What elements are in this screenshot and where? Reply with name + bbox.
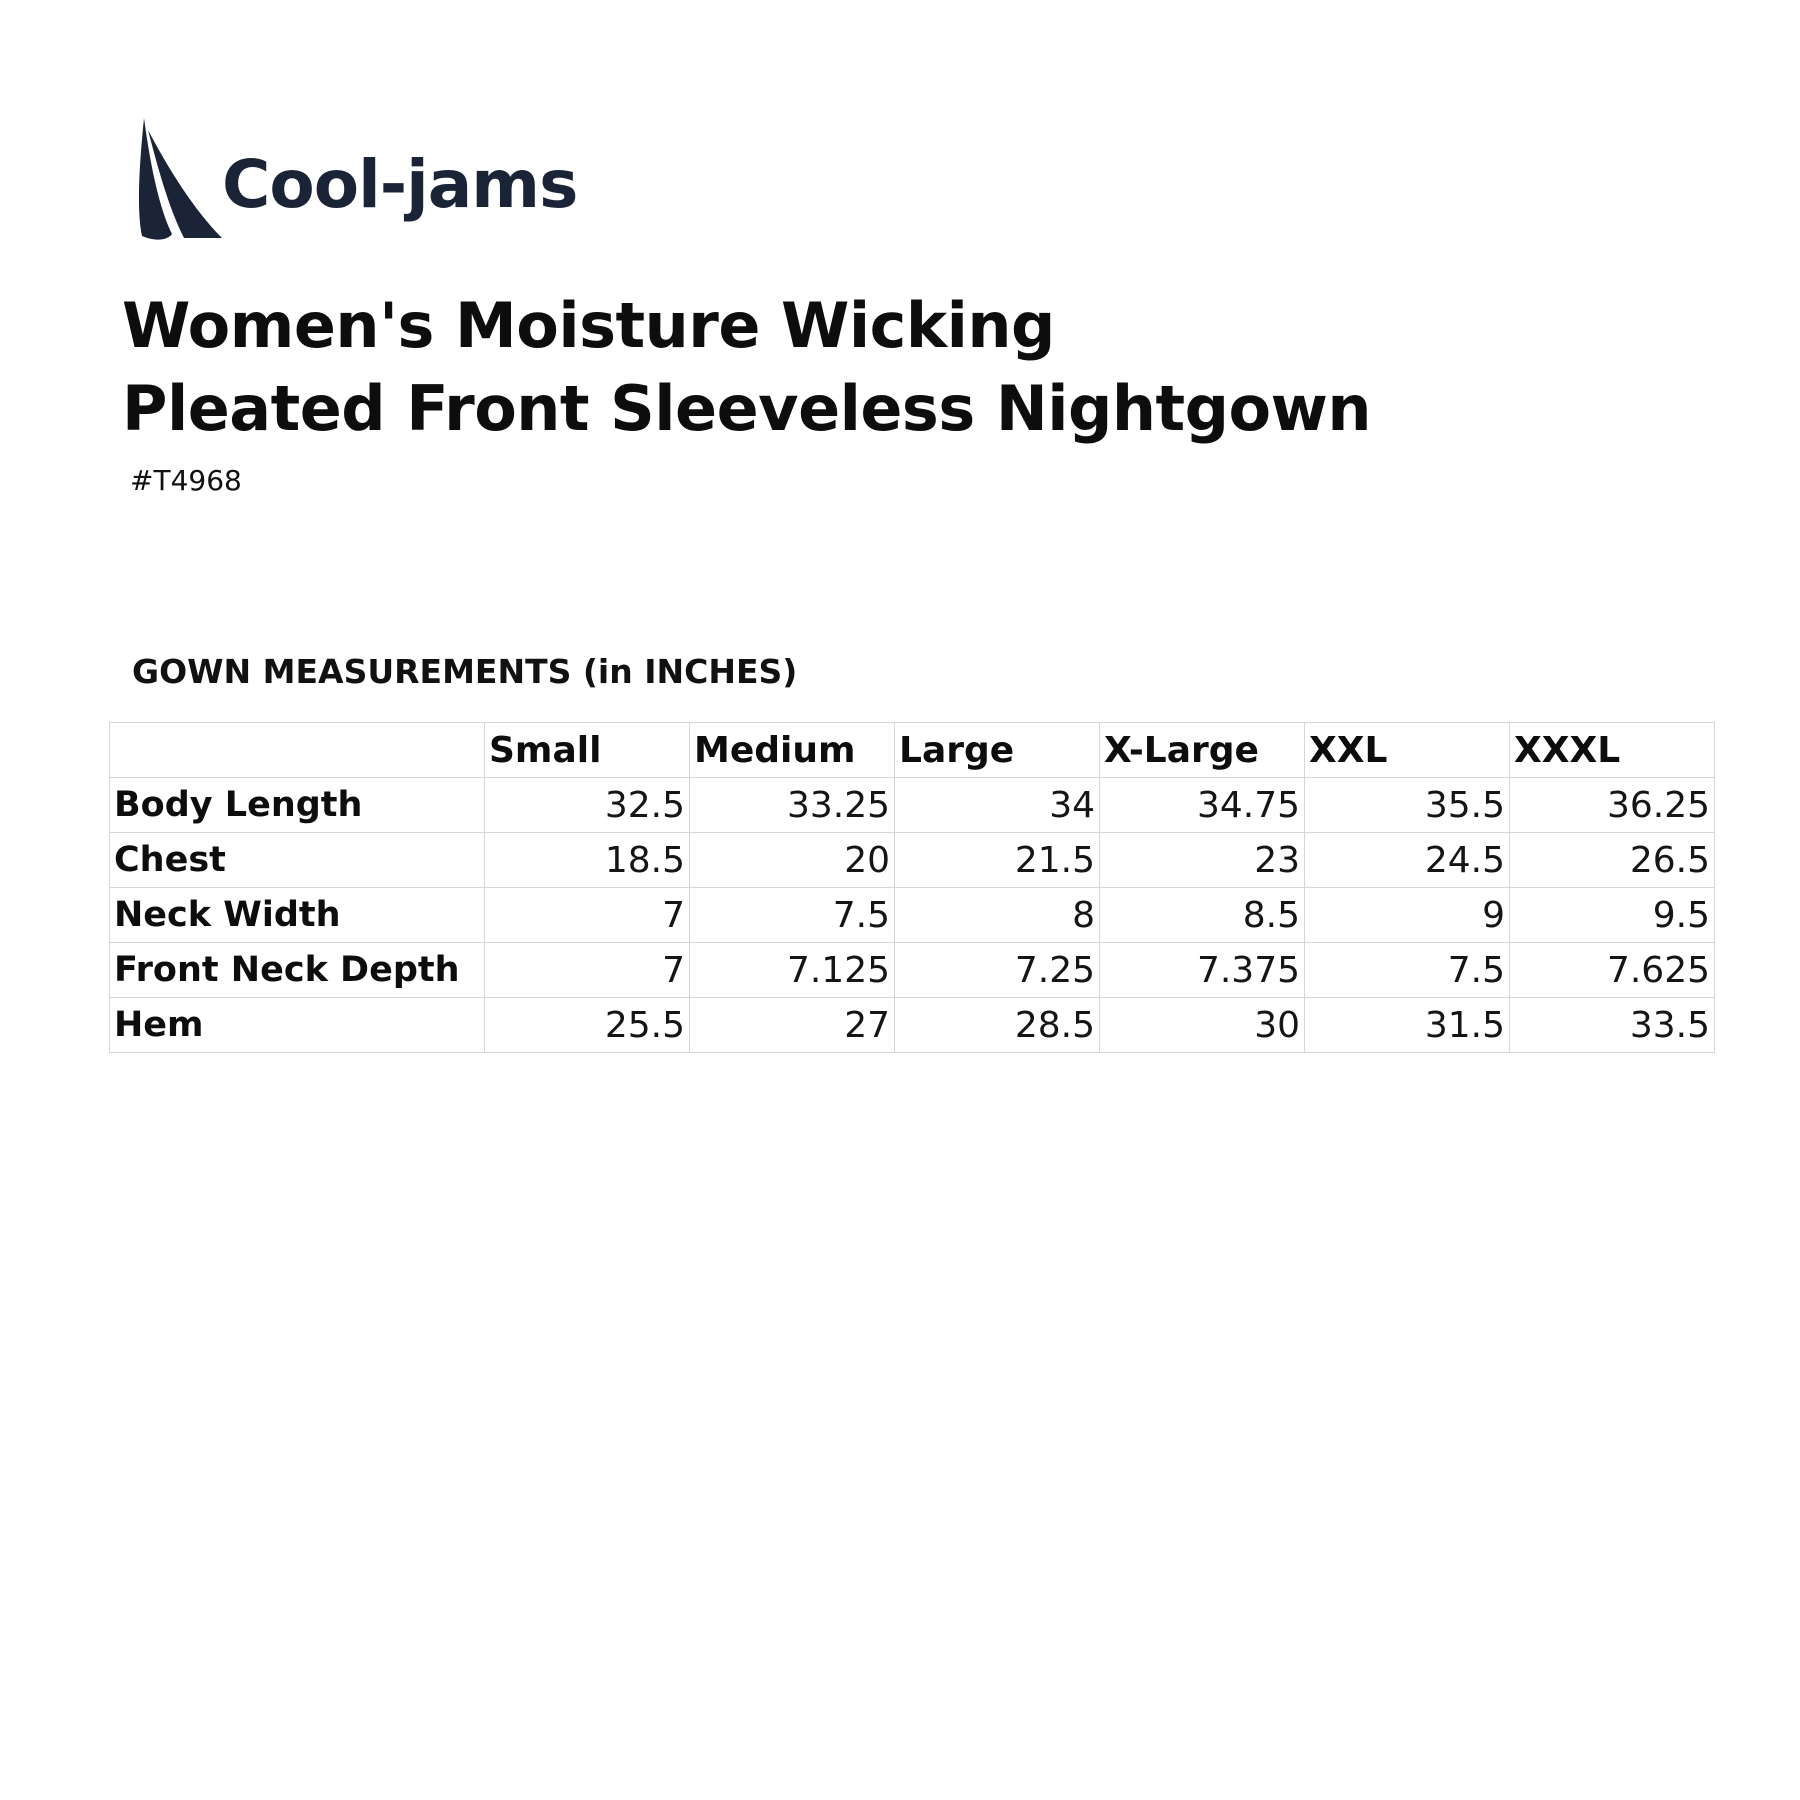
table-cell: 7.625 — [1510, 943, 1715, 998]
table-row — [110, 998, 1715, 1053]
table-cell: 7 — [485, 943, 690, 998]
table-cell: 34 — [895, 778, 1100, 833]
product-sku: #T4968 — [130, 464, 242, 497]
brand-name: Cool-jams — [222, 146, 578, 223]
table-cell: 20 — [690, 833, 895, 888]
column-header-large: Large — [895, 723, 1100, 778]
table-cell: 7 — [485, 888, 690, 943]
table-cell: 23 — [1100, 833, 1305, 888]
row-label: Chest — [110, 833, 485, 888]
row-label: Neck Width — [110, 888, 485, 943]
table-cell: 18.5 — [485, 833, 690, 888]
column-header-xxl: XXL — [1305, 723, 1510, 778]
column-header-x-large: X-Large — [1100, 723, 1305, 778]
table-row — [110, 943, 1715, 998]
table-cell: 25.5 — [485, 998, 690, 1053]
column-header-xxxl: XXXL — [1510, 723, 1715, 778]
column-header-medium: Medium — [690, 723, 895, 778]
table-cell: 31.5 — [1305, 998, 1510, 1053]
table-cell: 9 — [1305, 888, 1510, 943]
table-cell: 33.5 — [1510, 998, 1715, 1053]
table-cell: 8.5 — [1100, 888, 1305, 943]
column-header-empty — [110, 723, 485, 778]
table-cell: 7.5 — [690, 888, 895, 943]
table-cell: 28.5 — [895, 998, 1100, 1053]
table-header-row — [110, 723, 1715, 778]
table-cell: 34.75 — [1100, 778, 1305, 833]
product-title-line-1: Women's Moisture Wicking — [122, 289, 1055, 362]
measurements-table — [109, 722, 1715, 1053]
section-title: GOWN MEASUREMENTS (in INCHES) — [132, 652, 798, 691]
row-label: Hem — [110, 998, 485, 1053]
table-cell: 7.375 — [1100, 943, 1305, 998]
table-cell: 8 — [895, 888, 1100, 943]
column-header-small: Small — [485, 723, 690, 778]
product-title-line-2: Pleated Front Sleeveless Nightgown — [122, 372, 1372, 445]
sailboat-icon — [138, 118, 228, 242]
table-cell: 21.5 — [895, 833, 1100, 888]
table-cell: 33.25 — [690, 778, 895, 833]
table-cell: 32.5 — [485, 778, 690, 833]
table-cell: 35.5 — [1305, 778, 1510, 833]
table-cell: 36.25 — [1510, 778, 1715, 833]
table-cell: 30 — [1100, 998, 1305, 1053]
table-cell: 27 — [690, 998, 895, 1053]
table-row — [110, 778, 1715, 833]
table-cell: 24.5 — [1305, 833, 1510, 888]
product-title — [122, 284, 1371, 450]
table-cell: 26.5 — [1510, 833, 1715, 888]
brand-logo — [138, 118, 578, 242]
table-cell: 7.125 — [690, 943, 895, 998]
row-label: Front Neck Depth — [110, 943, 485, 998]
table-cell: 9.5 — [1510, 888, 1715, 943]
table-cell: 7.25 — [895, 943, 1100, 998]
table-row — [110, 888, 1715, 943]
table-row — [110, 833, 1715, 888]
row-label: Body Length — [110, 778, 485, 833]
table-cell: 7.5 — [1305, 943, 1510, 998]
